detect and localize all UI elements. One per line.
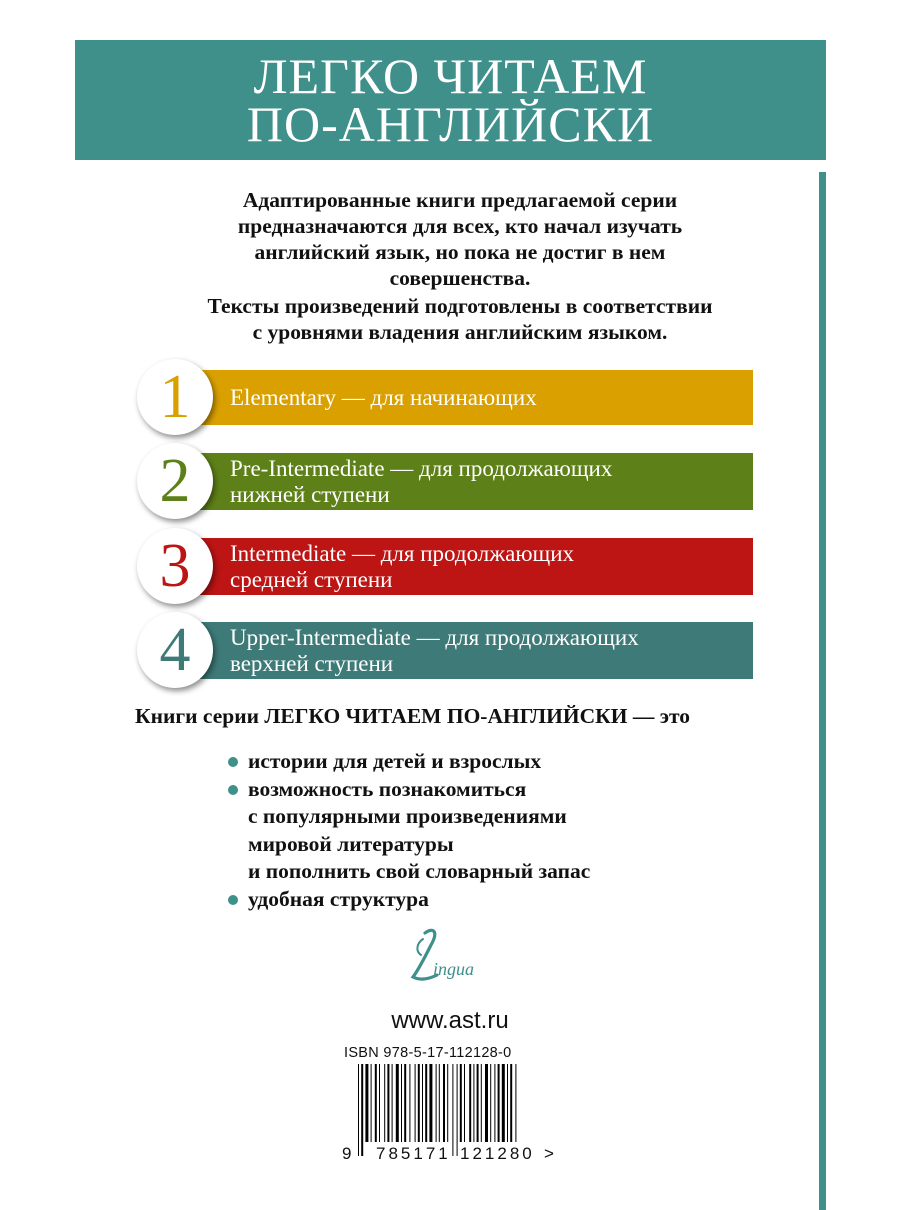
- barcode-bar: [515, 1064, 516, 1142]
- barcode-bar: [384, 1064, 385, 1142]
- list-item: удобная структура: [228, 886, 748, 914]
- series-title-line2: ПО-АНГЛИЙСКИ: [246, 96, 655, 152]
- barcode-bar: [371, 1064, 372, 1142]
- barcode-end-mark: >: [544, 1144, 554, 1163]
- barcode-bar: [404, 1064, 406, 1142]
- barcode-first-digit: 9: [342, 1144, 352, 1163]
- barcode-group-2: 121280: [460, 1144, 535, 1163]
- level-number-1: 1: [137, 359, 213, 435]
- barcode-bar: [494, 1064, 495, 1142]
- barcode-bar: [387, 1064, 389, 1142]
- level-band-intermediate: Intermediate — для продолжающих средней ступени: [200, 538, 753, 595]
- barcode-bar: [477, 1064, 479, 1142]
- barcode-bar: [436, 1064, 437, 1142]
- intro-paragraph-2: Тексты произведений подготовлены в соответствии с уровнями владения английским языком.: [207, 294, 713, 344]
- barcode-bar: [361, 1064, 363, 1156]
- level-number-4: 4: [137, 612, 213, 688]
- barcode-bar: [425, 1064, 427, 1142]
- list-item: истории для детей и взрослых: [228, 748, 748, 776]
- level-number-3: 3: [137, 528, 213, 604]
- teal-side-stripe: [819, 172, 826, 1210]
- barcode-bar: [473, 1064, 474, 1142]
- level-number-2: 2: [137, 443, 213, 519]
- level-band-upper-intermediate: Upper-Intermediate — для продолжающих верхней ступени: [200, 622, 753, 679]
- barcode-bar: [401, 1064, 402, 1142]
- barcode-bar: [365, 1064, 368, 1142]
- barcode-bar: [443, 1064, 445, 1142]
- barcode: [342, 1064, 554, 1164]
- barcode-bar: [379, 1064, 380, 1142]
- barcode-bar: [485, 1064, 488, 1142]
- barcode-bar: [502, 1064, 505, 1142]
- series-header: [75, 40, 826, 160]
- website-url: www.ast.ru: [391, 1007, 509, 1034]
- barcode-bar: [439, 1064, 440, 1142]
- barcode-bar: [481, 1064, 482, 1142]
- intro-paragraph-1: Адаптированные книги предлагаемой серии предназначаются для всех, кто начал изучать английский язык, но пока не достиг в нем совершенства.: [237, 188, 683, 290]
- barcode-bar: [460, 1064, 462, 1142]
- books-series-heading: Книги серии ЛЕГКО ЧИТАЕМ ПО-АНГЛИЙСКИ — это: [135, 704, 691, 728]
- barcode-bar: [375, 1064, 377, 1142]
- bullet-icon: [228, 895, 238, 905]
- barcode-bar: [498, 1064, 500, 1142]
- barcode-bar: [392, 1064, 393, 1142]
- barcode-bar: [457, 1064, 458, 1156]
- barcode-bar: [490, 1064, 491, 1142]
- series-title-line1: ЛЕГКО ЧИТАЕМ: [253, 48, 648, 104]
- level-band-elementary: Elementary — для начинающих: [200, 370, 753, 425]
- barcode-bar: [447, 1064, 448, 1142]
- barcode-bar: [464, 1064, 465, 1142]
- barcode-bar: [510, 1064, 512, 1142]
- barcode-bar: [409, 1064, 410, 1142]
- bullet-icon: [228, 757, 238, 767]
- svg-text:ingua: ingua: [433, 959, 475, 979]
- barcode-bar: [429, 1064, 432, 1142]
- barcode-bar: [358, 1064, 359, 1156]
- barcode-bar: [415, 1064, 416, 1142]
- level-band-pre-intermediate: Pre-Intermediate — для продолжающих нижней ступени: [200, 453, 753, 510]
- barcode-bar: [418, 1064, 420, 1142]
- feature-list: [228, 748, 748, 913]
- barcode-bar: [452, 1064, 453, 1156]
- bullet-icon: [228, 785, 238, 795]
- barcode-bar: [396, 1064, 399, 1142]
- isbn-number: ISBN 978-5-17-112128-0: [344, 1045, 512, 1061]
- barcode-bar: [469, 1064, 471, 1142]
- lingua-logo: [395, 925, 495, 995]
- list-item: возможность познакомиться с популярными произведениями мировой литературы и пополнить свой словарный запас: [228, 776, 748, 886]
- barcode-group-1: 785171: [376, 1144, 451, 1163]
- barcode-bar: [422, 1064, 423, 1142]
- barcode-bar: [507, 1064, 508, 1142]
